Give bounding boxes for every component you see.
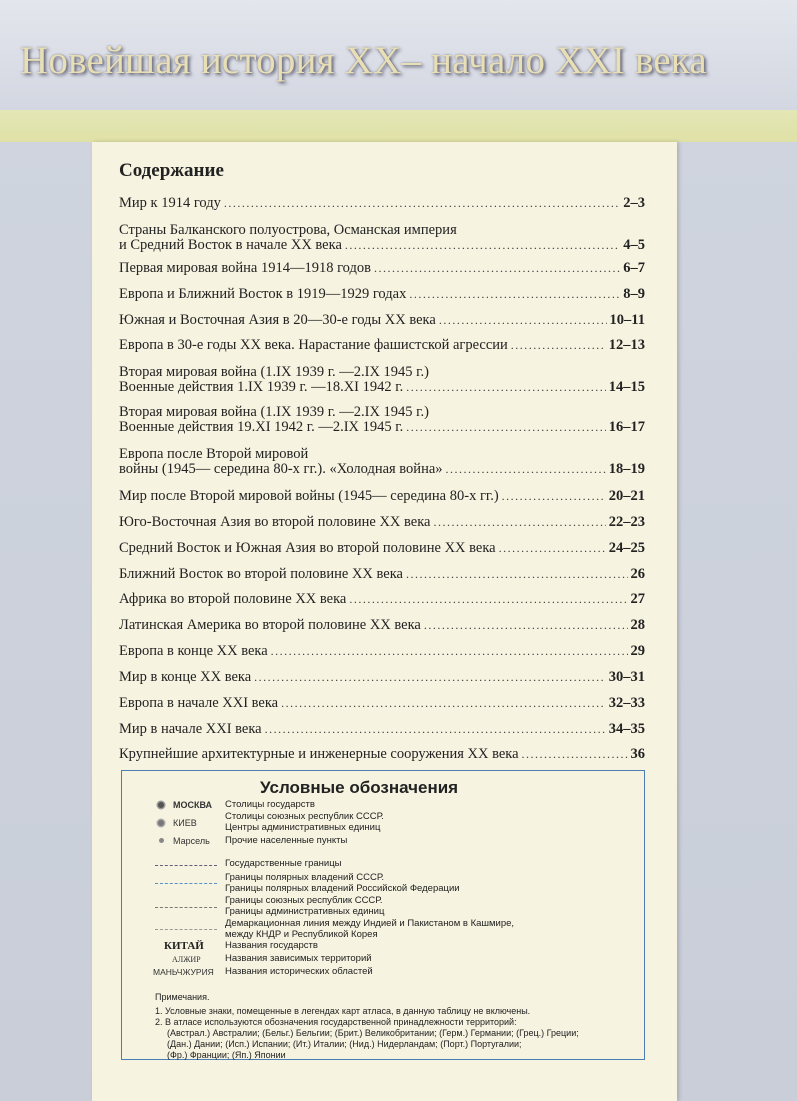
toc-entry-title: Крупнейшие архитектурные и инженерные сооружения XX века: [119, 746, 519, 762]
toc-entry-line: [119, 313, 645, 328]
republic-border-line-icon: [155, 907, 217, 908]
toc-page-number: 4–5: [623, 237, 645, 253]
demarcation-line-icon: [155, 929, 217, 930]
toc-dot-leader: [406, 567, 628, 582]
polar-border-line-icon: [155, 883, 217, 884]
toc-page-number: 32–33: [608, 695, 645, 711]
note-line: 2. В атласе используются обозначения государственной принадлежности территорий:: [155, 1017, 517, 1027]
toc-entry[interactable]: [119, 261, 645, 276]
note-line: (Фр.) Франции; (Яп.) Японии: [167, 1050, 286, 1060]
notes-title: Примечания.: [155, 992, 210, 1002]
toc-entry-line: [119, 644, 645, 659]
toc-entry-line: [119, 618, 645, 633]
toc-entry[interactable]: [119, 223, 645, 253]
toc-entry-line: [119, 223, 645, 238]
toc-dot-leader: [281, 696, 606, 711]
toc-entry-title: Европа и Ближний Восток в 1919—1929 годах: [119, 286, 407, 302]
legend-city-symbol: КИЕВ: [173, 818, 197, 828]
toc-entry-title: Вторая мировая война (1.IX 1939 г. —2.IX 1945 г.): [119, 404, 429, 420]
toc-entry[interactable]: [119, 447, 645, 477]
toc-entry-title: Ближний Восток во второй половине XX века: [119, 566, 403, 582]
toc-page-number: 12–13: [608, 337, 645, 353]
toc-page-number: 34–35: [608, 721, 645, 737]
toc-entry-title: Средний Восток и Южная Азия во второй половине XX века: [119, 540, 496, 556]
toc-entry[interactable]: [119, 722, 645, 737]
legend-name-symbol: АЛЖИР: [172, 955, 201, 964]
toc-entry-title: Мир к 1914 году: [119, 195, 221, 211]
legend-notes: [155, 992, 579, 1061]
toc-entry-title: Европа в 30-е годы XX века. Нарастание фашистской агрессии: [119, 337, 508, 353]
toc-entry[interactable]: [119, 644, 645, 659]
legend-city-symbol: Марсель: [173, 836, 210, 846]
toc-entry-line: [119, 722, 645, 737]
toc-entry-line: [119, 287, 645, 302]
note-line: 1. Условные знаки, помещенные в легендах карт атласа, в данную таблицу не включены.: [155, 1006, 531, 1016]
legend-border-desc: Государственные границы: [225, 858, 342, 869]
legend-name-symbol: МАНЬЧЖУРИЯ: [153, 967, 214, 977]
toc-entry-line: [119, 670, 645, 685]
toc-entry-line: [119, 338, 645, 353]
toc-entry[interactable]: [119, 515, 645, 530]
toc-dot-leader: [502, 489, 606, 504]
toc-entry-line: [119, 515, 645, 530]
toc-entry-title: Первая мировая война 1914—1918 годов: [119, 260, 371, 276]
legend-city-symbol: МОСКВА: [173, 800, 213, 810]
state-border-line-icon: [155, 865, 217, 866]
toc-entry-title: Юго-Восточная Азия во второй половине XX века: [119, 514, 431, 530]
legend-city-desc: Столицы союзных республик СССР. Центры административных единиц: [225, 811, 384, 833]
toc-entry-title: Южная и Восточная Азия в 20—30-е годы XX века: [119, 312, 436, 328]
note-line: (Австрал.) Австралии; (Бельг.) Бельгии; (Брит.) Великобритании; (Герм.) Германии; (Грец.) Греции;: [167, 1028, 579, 1038]
toc-entry[interactable]: [119, 541, 645, 556]
note-line: (Дан.) Дании; (Исп.) Испании; (Ит.) Италии; (Нид.) Нидерландам; (Порт.) Португалии;: [167, 1039, 522, 1049]
toc-page-number: 8–9: [623, 286, 645, 302]
toc-entry[interactable]: [119, 696, 645, 711]
toc-page-number: 20–21: [608, 488, 645, 504]
toc-entry-line: [119, 567, 645, 582]
legend-name-symbol: КИТАЙ: [164, 940, 204, 952]
toc-entry[interactable]: [119, 592, 645, 607]
toc-entry-title: и Средний Восток в начале XX века: [119, 237, 342, 253]
legend-border-desc: Демаркационная линия между Индией и Пакистаном в Кашмире, между КНДР и Республикой Корея: [225, 918, 515, 940]
legend-border-desc: Границы союзных республик СССР. Границы административных единиц: [225, 895, 385, 917]
toc-entry-line: [119, 261, 645, 276]
toc-entry-title: Страны Балканского полуострова, Османская империя: [119, 222, 457, 238]
legend-city-desc: Прочие населенные пункты: [225, 835, 348, 846]
toc-dot-leader: [439, 313, 607, 328]
toc-dot-leader: [374, 261, 620, 276]
toc-dot-leader: [522, 747, 628, 762]
toc-entry-title: Мир в конце XX века: [119, 669, 252, 685]
town-dot-icon: [159, 838, 164, 843]
toc-entry-line: [119, 747, 645, 762]
toc-dot-leader: [349, 592, 627, 607]
legend-city-desc: Столицы государств: [225, 799, 315, 810]
toc-page-number: 36: [630, 746, 645, 762]
toc-entry-line: [119, 238, 645, 253]
toc-entry-line: [119, 592, 645, 607]
capital-dot-icon: [158, 802, 164, 808]
toc-dot-leader: [499, 541, 606, 556]
toc-entry-title: Вторая мировая война (1.IX 1939 г. —2.IX 1945 г.): [119, 364, 429, 380]
toc-page-number: 14–15: [608, 379, 645, 395]
toc-page-number: 18–19: [608, 461, 645, 477]
header-stripe: [0, 110, 797, 142]
toc-page-number: 10–11: [609, 312, 645, 328]
toc-entry[interactable]: [119, 618, 645, 633]
toc-entry-title: войны (1945— середина 80-х гг.). «Холодная война»: [119, 461, 443, 477]
toc-entry[interactable]: [119, 670, 645, 685]
toc-page-number: 26: [630, 566, 645, 582]
toc-page-number: 24–25: [608, 540, 645, 556]
toc-entry-line: [119, 365, 645, 380]
toc-entry[interactable]: [119, 365, 645, 395]
toc-heading: Содержание: [119, 160, 224, 181]
toc-entry-title: Мир после Второй мировой войны (1945— середина 80-х гг.): [119, 488, 499, 504]
legend-name-desc: Названия исторических областей: [225, 966, 373, 977]
toc-dot-leader: [424, 618, 628, 633]
toc-dot-leader: [345, 238, 620, 253]
toc-entry-line: [119, 489, 645, 504]
toc-entry-line: [119, 541, 645, 556]
toc-dot-leader: [409, 287, 620, 302]
toc-entry[interactable]: [119, 338, 645, 353]
toc-dot-leader: [271, 644, 628, 659]
toc-entry-title: Европа после Второй мировой: [119, 446, 309, 462]
toc-dot-leader: [406, 380, 606, 395]
toc-entry[interactable]: [119, 747, 645, 762]
toc-entry[interactable]: [119, 196, 645, 211]
toc-entry-title: Мир в начале XXI века: [119, 721, 262, 737]
toc-entry-line: [119, 420, 645, 435]
toc-entry[interactable]: [119, 489, 645, 504]
toc-dot-leader: [511, 338, 606, 353]
legend-heading: Условные обозначения: [260, 778, 459, 797]
toc-entry-line: [119, 696, 645, 711]
toc-entry-title: Африка во второй половине XX века: [119, 591, 347, 607]
toc-entry[interactable]: [119, 313, 645, 328]
toc-entry-title: Латинская Америка во второй половине XX века: [119, 617, 421, 633]
legend-name-desc: Названия государств: [225, 940, 318, 951]
toc-entry-title: Военные действия 1.IX 1939 г. —18.XI 1942 г.: [119, 379, 404, 395]
toc-dot-leader: [254, 670, 606, 685]
toc-dot-leader: [406, 420, 606, 435]
toc-dot-leader: [265, 722, 606, 737]
toc-page-number: 30–31: [608, 669, 645, 685]
toc-dot-leader: [434, 515, 606, 530]
toc-entry[interactable]: [119, 567, 645, 582]
toc-page-number: 29: [630, 643, 645, 659]
toc-dot-leader: [446, 462, 606, 477]
toc-dot-leader: [224, 196, 620, 211]
toc-entry-line: [119, 447, 645, 462]
toc-entry-title: Европа в конце XX века: [119, 643, 268, 659]
legend-border-desc: Границы полярных владений СССР. Границы полярных владений Российской Федерации: [225, 872, 460, 894]
page-title: Новейшая история XX– начало XXI века: [20, 39, 707, 82]
toc-page-number: 16–17: [608, 419, 645, 435]
toc-entry[interactable]: [119, 287, 645, 302]
toc-page-number: 2–3: [623, 195, 645, 211]
toc-page-number: 27: [630, 591, 645, 607]
toc-entry-line: [119, 196, 645, 211]
toc-page-number: 22–23: [608, 514, 645, 530]
toc-entry-line: [119, 380, 645, 395]
toc-entry[interactable]: [119, 405, 645, 435]
toc-entry-title: Европа в начале XXI века: [119, 695, 279, 711]
toc-entry-title: Военные действия 19.XI 1942 г. —2.IX 1945 г.: [119, 419, 404, 435]
legend-name-desc: Названия зависимых территорий: [225, 953, 372, 964]
republic-capital-dot-icon: [158, 820, 164, 826]
toc-page-number: 6–7: [623, 260, 645, 276]
toc-entry-line: [119, 462, 645, 477]
toc-entry-line: [119, 405, 645, 420]
toc-page-number: 28: [630, 617, 645, 633]
